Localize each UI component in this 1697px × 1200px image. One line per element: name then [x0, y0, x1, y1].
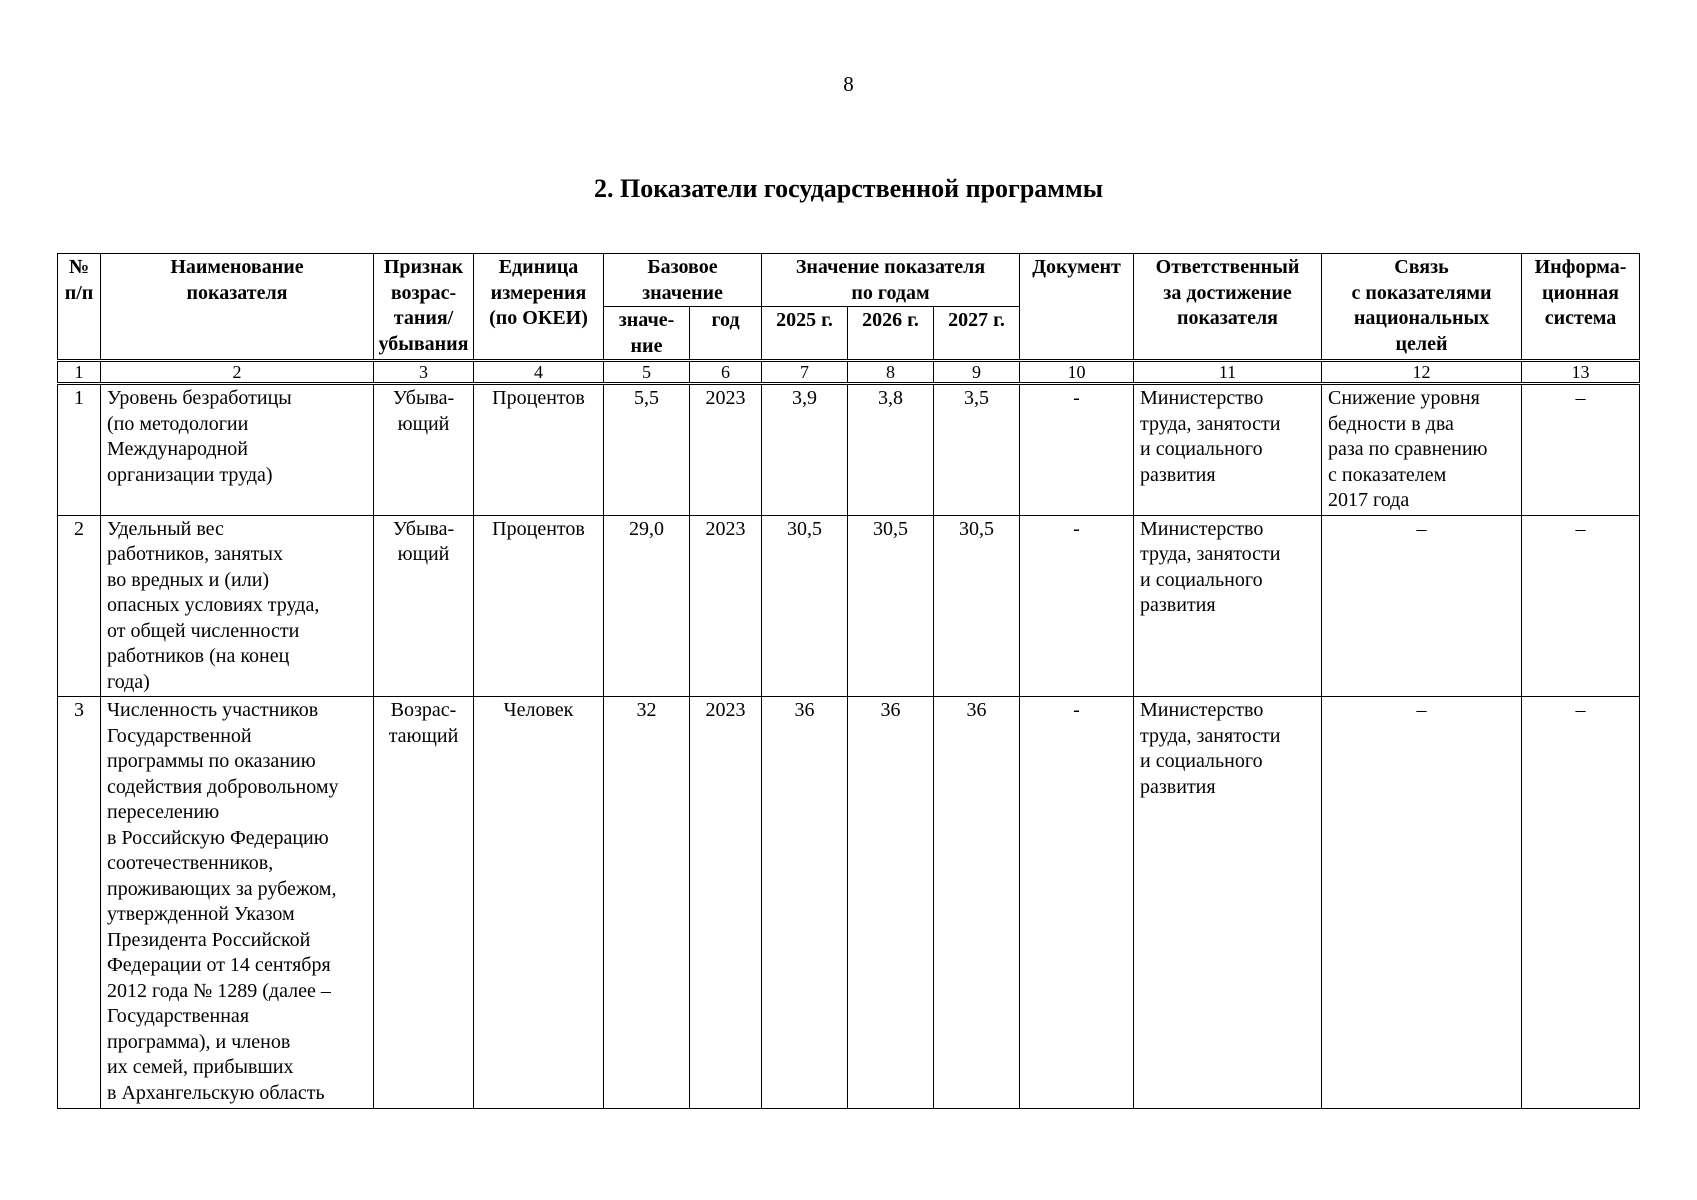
value-2025: 3,9 — [762, 384, 848, 516]
document-title: 2. Показатели государственной программы — [593, 174, 1104, 203]
info-system: – — [1522, 697, 1640, 1109]
table-row — [58, 697, 1640, 1109]
header-national-goals-link: Связь с показателями национальных целей — [1322, 254, 1522, 361]
value-2026: 30,5 — [848, 515, 934, 697]
value-2025: 30,5 — [762, 515, 848, 697]
header-2026: 2026 г. — [848, 307, 934, 361]
base-year: 2023 — [690, 697, 762, 1109]
header-base-value: значе- ние — [604, 307, 690, 361]
info-system: – — [1522, 384, 1640, 516]
indicator-name: Численность участников Государственной программы по оказанию содействия добровольному переселению в Российскую Федерацию соотечественников, проживающих за рубежом, утвержденной Указом Президента Российской Федерации от 14 сентября 2012 года № 1289 (далее – Государственная программа), и членов их семей, прибывших в Архангельскую область — [101, 697, 374, 1109]
row-num: 2 — [58, 515, 101, 697]
column-number: 11 — [1134, 361, 1322, 384]
column-number: 7 — [762, 361, 848, 384]
column-number: 12 — [1322, 361, 1522, 384]
value-2027: 3,5 — [934, 384, 1020, 516]
value-2027: 30,5 — [934, 515, 1020, 697]
table-row — [58, 384, 1640, 516]
responsible: Министерство труда, занятости и социального развития — [1134, 697, 1322, 1109]
header-values-by-year-group: Значение показателя по годам — [762, 254, 1020, 307]
column-number: 13 — [1522, 361, 1640, 384]
value-2025: 36 — [762, 697, 848, 1109]
header-row-1 — [58, 254, 1640, 307]
base-value: 32 — [604, 697, 690, 1109]
base-year: 2023 — [690, 515, 762, 697]
value-2026: 3,8 — [848, 384, 934, 516]
column-number: 10 — [1020, 361, 1134, 384]
column-number: 1 — [58, 361, 101, 384]
header-num: № п/п — [58, 254, 101, 361]
unit: Процентов — [474, 515, 604, 697]
trend-sign: Убыва- ющий — [374, 515, 474, 697]
value-2027: 36 — [934, 697, 1020, 1109]
national-goals-link: Снижение уровня бедности в два раза по сравнению с показателем 2017 года — [1322, 384, 1522, 516]
page-number: 8 — [843, 72, 854, 96]
responsible: Министерство труда, занятости и социального развития — [1134, 515, 1322, 697]
document: - — [1020, 384, 1134, 516]
value-2026: 36 — [848, 697, 934, 1109]
header-unit: Единица измерения (по ОКЕИ) — [474, 254, 604, 361]
indicator-name: Удельный вес работников, занятых во вредных и (или) опасных условиях труда, от общей численности работников (на конец года) — [101, 515, 374, 697]
row-num: 1 — [58, 384, 101, 516]
column-numbers-row — [58, 361, 1640, 384]
header-2025: 2025 г. — [762, 307, 848, 361]
table-row — [58, 515, 1640, 697]
national-goals-link: – — [1322, 515, 1522, 697]
document: - — [1020, 515, 1134, 697]
header-base-year: год — [690, 307, 762, 361]
column-number: 2 — [101, 361, 374, 384]
responsible: Министерство труда, занятости и социального развития — [1134, 384, 1322, 516]
column-number: 4 — [474, 361, 604, 384]
column-number: 9 — [934, 361, 1020, 384]
header-responsible: Ответственный за достижение показателя — [1134, 254, 1322, 361]
header-base-value-group: Базовое значение — [604, 254, 762, 307]
base-value: 29,0 — [604, 515, 690, 697]
column-number: 8 — [848, 361, 934, 384]
unit: Процентов — [474, 384, 604, 516]
header-2027: 2027 г. — [934, 307, 1020, 361]
header-document: Документ — [1020, 254, 1134, 361]
column-number: 6 — [690, 361, 762, 384]
column-number: 3 — [374, 361, 474, 384]
trend-sign: Возрас- тающий — [374, 697, 474, 1109]
national-goals-link: – — [1322, 697, 1522, 1109]
indicators-table — [57, 253, 1640, 1109]
indicator-name: Уровень безработицы (по методологии Международной организации труда) — [101, 384, 374, 516]
base-year: 2023 — [690, 384, 762, 516]
trend-sign: Убыва- ющий — [374, 384, 474, 516]
header-info-system: Информа- ционная система — [1522, 254, 1640, 361]
base-value: 5,5 — [604, 384, 690, 516]
header-trend: Признак возрас- тания/ убывания — [374, 254, 474, 361]
info-system: – — [1522, 515, 1640, 697]
header-name: Наименование показателя — [101, 254, 374, 361]
unit: Человек — [474, 697, 604, 1109]
document: - — [1020, 697, 1134, 1109]
column-number: 5 — [604, 361, 690, 384]
row-num: 3 — [58, 697, 101, 1109]
